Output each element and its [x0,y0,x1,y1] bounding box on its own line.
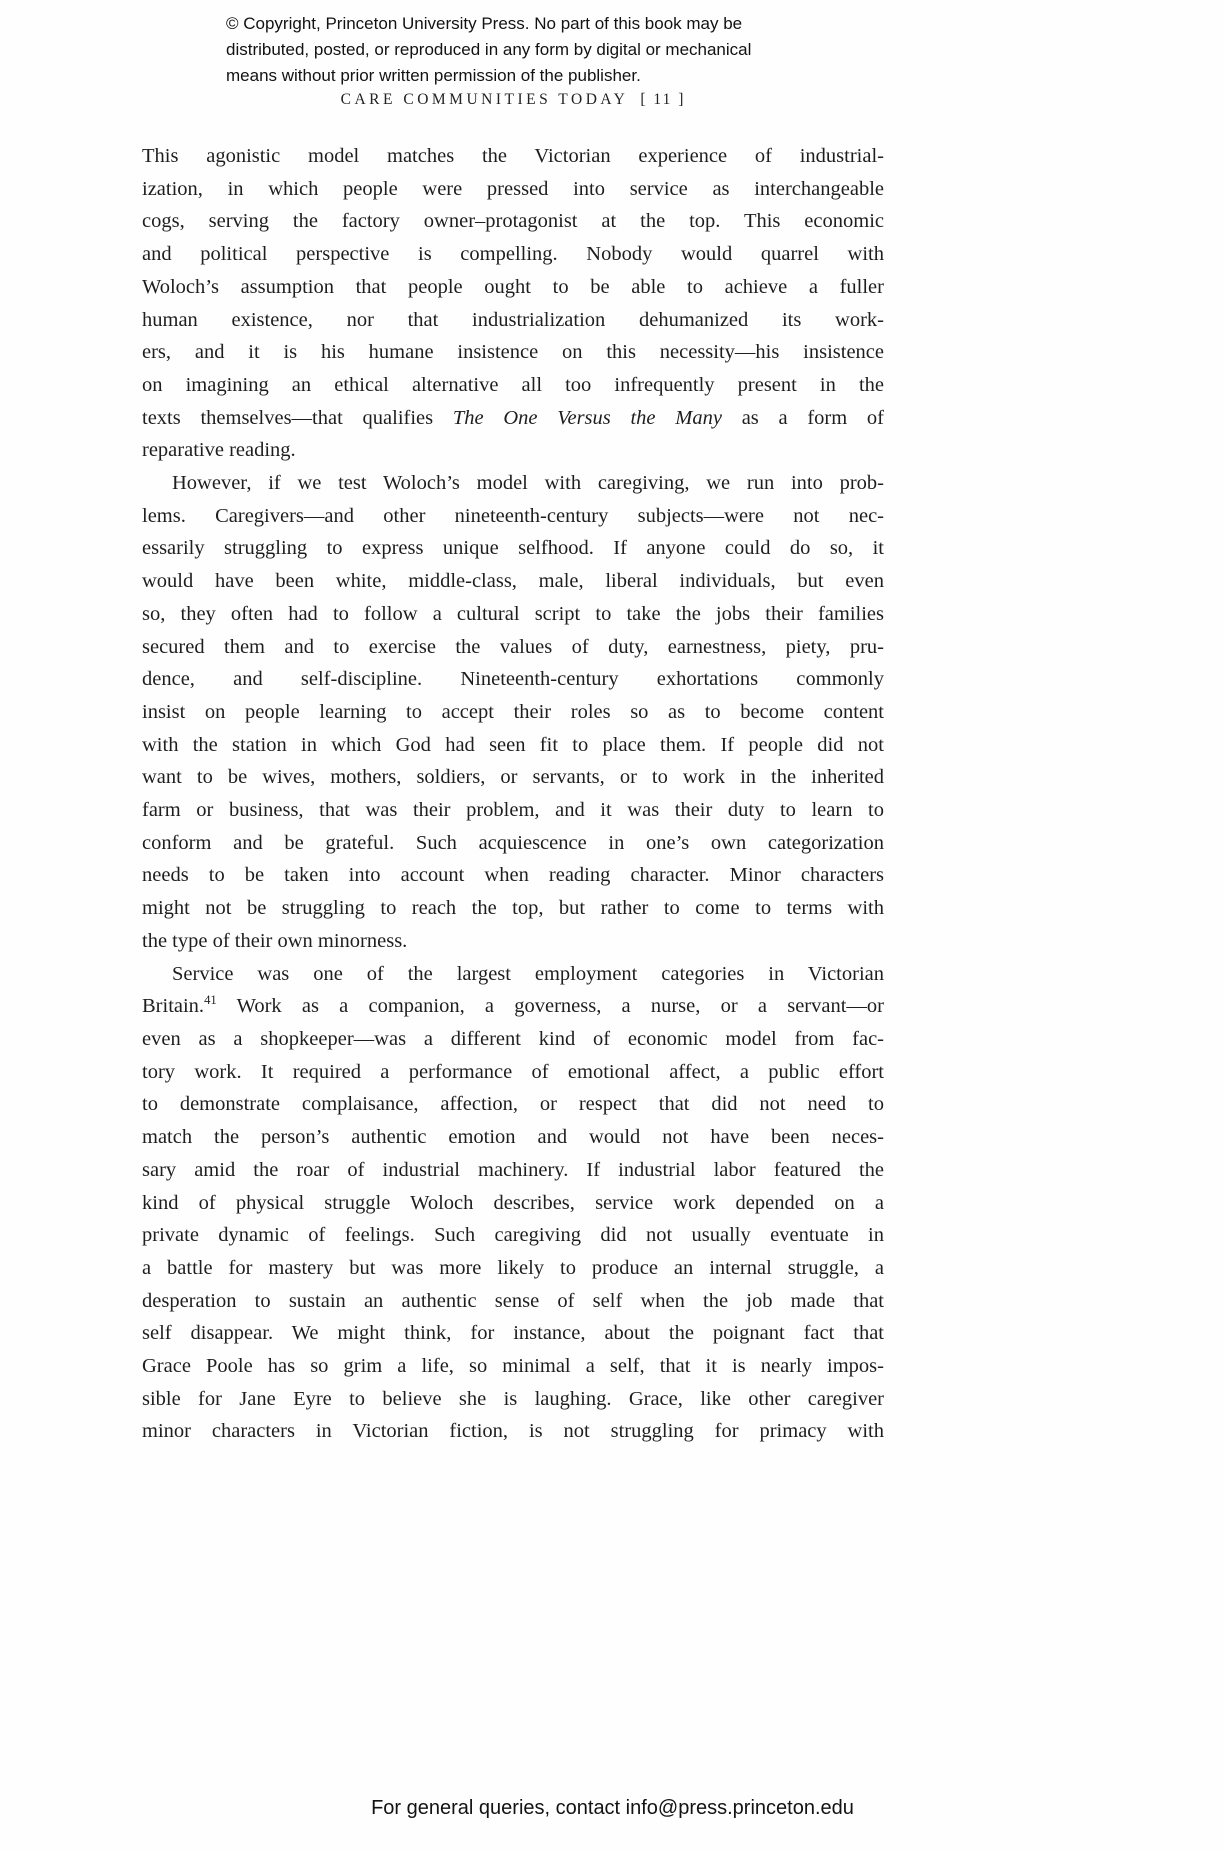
text-segment: ization, in which people were pressed into service as interchangeable [142,177,884,200]
text-line [142,958,884,991]
text-segment: cogs, serving the factory owner–protagonist at the top. This economic [142,210,884,233]
copyright-line: © Copyright, Princeton University Press. No part of this book may be [226,14,743,33]
text-segment: Service was one of the largest employment categories in Victorian [172,962,884,985]
footer-query-text: For general queries, contact info@press.princeton.edu [371,1797,854,1819]
text-segment: on imagining an ethical alternative all too infrequently present in the [142,373,884,396]
text-line [142,1350,884,1383]
text-line [142,598,884,631]
text-line [142,761,884,794]
text-segment: match the person’s authentic emotion and would not have been neces- [142,1126,884,1149]
text-segment: sible for Jane Eyre to believe she is laughing. Grace, like other caregiver [142,1387,884,1410]
text-line [142,238,884,271]
text-segment: Woloch’s assumption that people ought to be able to achieve a fuller [142,275,884,298]
text-line [142,205,884,238]
text-segment: Work as a companion, a governess, a nurse, or a servant—or [216,995,884,1018]
text-line [142,1252,884,1285]
text-line [142,925,884,958]
text-line [142,173,884,206]
copyright-line: means without prior written permission of the publisher. [226,66,641,85]
text-line [142,859,884,892]
text-segment: and political perspective is compelling. Nobody would quarrel with [142,243,884,266]
text-line [142,1023,884,1056]
text-line [142,1383,884,1416]
text-line [142,500,884,533]
text-line [142,892,884,925]
text-line [142,1219,884,1252]
page-footer [0,1797,1225,1820]
text-segment: reparative reading. [142,439,296,462]
text-segment: farm or business, that was their problem, and it was their duty to learn to [142,799,884,822]
text-segment: as a form of [721,406,884,429]
italic-book-title: The One Versus the Many [452,406,722,429]
copyright-line: distributed, posted, or reproduced in any form by digital or mechanical [226,40,752,59]
text-line [142,990,884,1023]
text-segment: human existence, nor that industrialization dehumanized its work- [142,308,884,331]
text-line [142,140,884,173]
text-line [142,304,884,337]
text-segment: texts themselves—that qualifies [142,406,453,429]
text-line [142,336,884,369]
text-segment: needs to be taken into account when reading character. Minor characters [142,864,884,887]
text-segment: secured them and to exercise the values of duty, earnestness, piety, pru- [142,635,884,658]
text-line [142,402,884,435]
text-segment: ers, and it is his humane insistence on this necessity—his insistence [142,341,884,364]
text-line [142,729,884,762]
text-segment: essarily struggling to express unique selfhood. If anyone could do so, it [142,537,884,560]
text-line [142,1154,884,1187]
paragraph [142,467,884,958]
text-segment: Grace Poole has so grim a life, so minimal a self, that it is nearly impos- [142,1355,884,1378]
text-line [142,631,884,664]
text-segment: Britain. [142,995,205,1018]
text-line [142,1121,884,1154]
text-segment: the type of their own minorness. [142,929,408,952]
footnote-reference: 41 [204,993,217,1008]
text-segment: minor characters in Victorian fiction, is not struggling for primacy with [142,1420,884,1443]
text-line [142,271,884,304]
text-segment: with the station in which God had seen fit to place them. If people did not [142,733,884,756]
text-segment: This agonistic model matches the Victorian experience of industrial- [142,145,884,167]
text-segment: want to be wives, mothers, soldiers, or servants, or to work in the inherited [142,766,884,789]
text-segment: tory work. It required a performance of emotional affect, a public effort [142,1060,884,1083]
text-segment: sary amid the roar of industrial machinery. If industrial labor featured the [142,1158,884,1181]
text-line [142,1285,884,1318]
text-segment: conform and be grateful. Such acquiescence in one’s own categorization [142,831,884,854]
text-segment: desperation to sustain an authentic sense of self when the job made that [142,1289,884,1312]
text-segment: self disappear. We might think, for instance, about the poignant fact that [142,1322,884,1345]
text-line [142,565,884,598]
page-number: [ 11 ] [640,91,686,108]
text-line [142,1056,884,1089]
running-header-title: CARE COMMUNITIES TODAY [340,91,629,108]
text-segment: even as a shopkeeper—was a different kind of economic model from fac- [142,1027,884,1050]
body-text [142,140,884,1448]
text-line [142,1317,884,1350]
text-segment: insist on people learning to accept their roles so as to become content [142,700,884,723]
text-segment: a battle for mastery but was more likely to produce an internal struggle, a [142,1256,884,1279]
text-segment: to demonstrate complaisance, affection, or respect that did not need to [142,1093,884,1116]
copyright-notice [226,11,751,89]
text-line [142,1088,884,1121]
text-line [142,434,884,467]
text-line [142,827,884,860]
text-segment: However, if we test Woloch’s model with caregiving, we run into prob- [172,472,884,495]
running-header [142,91,884,109]
text-line [142,1187,884,1220]
text-segment: kind of physical struggle Woloch describes, service work depended on a [142,1191,884,1214]
text-line [142,369,884,402]
paragraph [142,140,884,467]
text-line [142,467,884,500]
text-line [142,696,884,729]
text-segment: lems. Caregivers—and other nineteenth-century subjects—were not nec- [142,504,884,527]
text-line [142,532,884,565]
text-line [142,663,884,696]
text-line [142,794,884,827]
text-segment: so, they often had to follow a cultural script to take the jobs their families [142,602,884,625]
text-segment: might not be struggling to reach the top, but rather to come to terms with [142,897,884,920]
text-segment: private dynamic of feelings. Such caregiving did not usually eventuate in [142,1224,884,1247]
text-segment: would have been white, middle-class, male, liberal individuals, but even [142,570,884,593]
paragraph [142,958,884,1449]
text-line [142,1415,884,1448]
text-segment: dence, and self-discipline. Nineteenth-century exhortations commonly [142,668,884,691]
